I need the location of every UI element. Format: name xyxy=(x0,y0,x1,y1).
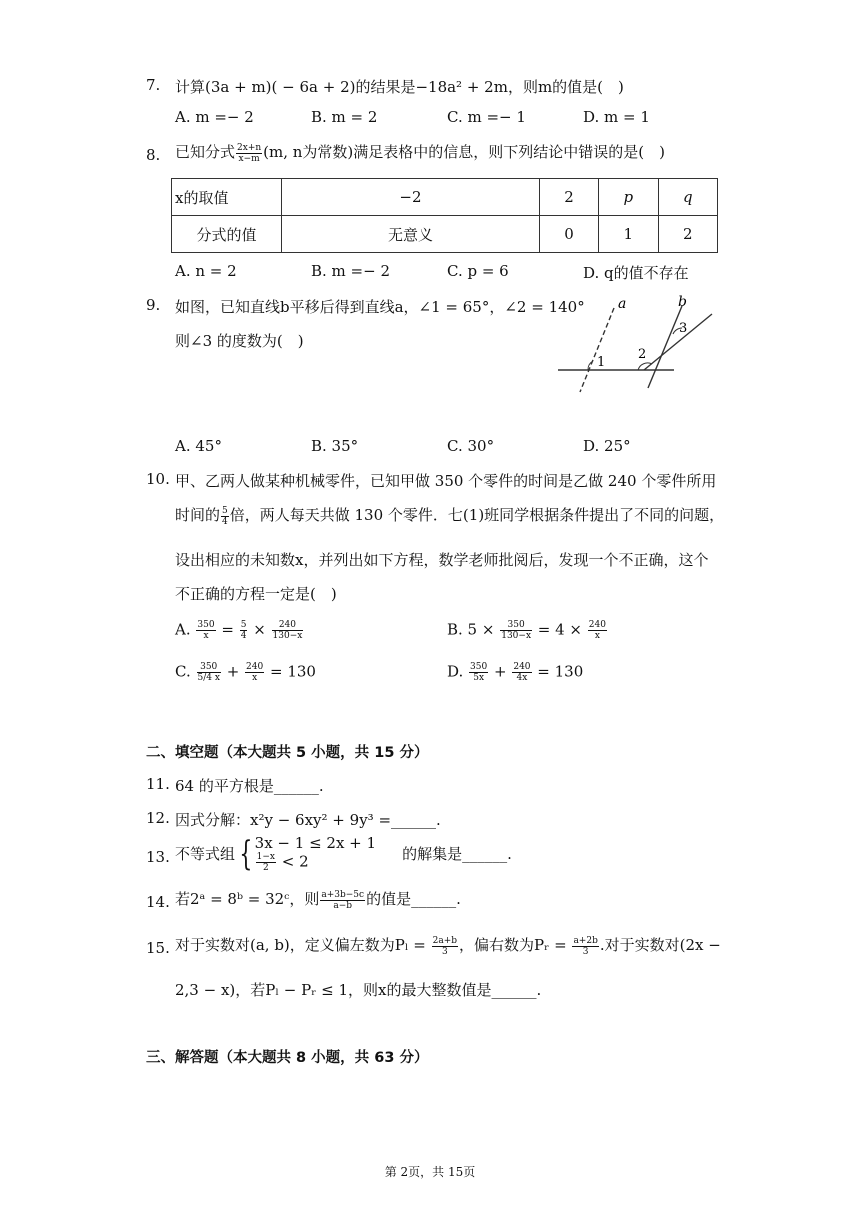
table-cell: p xyxy=(599,179,658,216)
q9-number: 9. xyxy=(146,296,161,314)
q9-line1: 如图，已知直线b平移后得到直线a，∠1 = 65°，∠2 = 140° xyxy=(175,298,585,316)
q7-option-a: A. m =− 2 xyxy=(175,108,254,126)
table-cell: 2 xyxy=(539,179,598,216)
q9-option-b: B. 35° xyxy=(311,437,359,455)
q7-option-c: C. m =− 1 xyxy=(447,108,526,126)
transversal-line xyxy=(644,314,712,370)
table-row xyxy=(172,179,718,216)
q7-option-b: B. m = 2 xyxy=(311,108,378,126)
label-angle-1: 1 xyxy=(597,355,606,370)
q14-fraction: $\frac{a+3b-5c}{a-b}$ xyxy=(321,889,365,911)
line-b xyxy=(648,306,682,388)
section-3-heading: 三、解答题（本大题共 8 小题，共 63 分） xyxy=(146,1050,429,1066)
q9-option-d: D. 25° xyxy=(583,437,631,455)
q8-option-b: B. m =− 2 xyxy=(311,262,390,280)
table-cell: 1 xyxy=(599,216,658,253)
q8-stem-post: (m, n为常数)满足表格中的信息，则下列结论中错误的是( ) xyxy=(263,143,665,161)
q9-option-c: C. 30° xyxy=(447,437,495,455)
q7-option-d: D. m = 1 xyxy=(583,108,650,126)
q15-line2: 2,3 − x)，若Pₗ − Pᵣ ≤ 1，则x的最大整数值是______. xyxy=(175,981,542,999)
table-cell: 0 xyxy=(539,216,598,253)
section-2-heading: 二、填空题（本大题共 5 小题，共 15 分） xyxy=(146,745,429,761)
q8-table xyxy=(171,178,718,253)
q10-line2: 时间的 $\frac{5}{4}$ 倍，两人每天共做 130 个零件．七(1)班同学根据条件提出了不同的问题， xyxy=(175,505,725,527)
q11-stem: 64 的平方根是______. xyxy=(175,777,324,795)
q7-number: 7. xyxy=(146,76,161,94)
page-footer: 第 2页，共 15页 xyxy=(384,1165,476,1179)
q9-figure xyxy=(552,292,722,402)
q10-fraction: $\frac{5}{4}$ xyxy=(222,505,228,527)
table-cell: 分式的值 xyxy=(172,216,282,253)
q10-line1: 甲、乙两人做某种机械零件，已知甲做 350 个零件的时间是乙做 240 个零件所用 xyxy=(175,472,717,490)
q10-number: 10. xyxy=(146,470,170,488)
q8-stem-pre: 已知分式 xyxy=(175,143,236,161)
table-cell: x的取值 xyxy=(172,179,282,216)
table-cell: 无意义 xyxy=(282,216,540,253)
q10-option-c: C. $\frac{350}{5/4 x}$ + $\frac{240}{x}$ = 130 xyxy=(175,662,316,683)
label-angle-3: 3 xyxy=(679,321,688,336)
q9-option-a: A. 45° xyxy=(175,437,222,455)
q11-number: 11. xyxy=(146,775,170,793)
q10-option-d: D. $\frac{350}{5x}$ + $\frac{240}{4x}$ = 130 xyxy=(447,662,584,683)
q14-number: 14. xyxy=(146,893,170,911)
q13-number: 13. xyxy=(146,848,170,866)
q9-line2: 则∠3 的度数为( ) xyxy=(175,332,304,350)
q8-fraction: $\frac{2x+n}{x-m}$ xyxy=(237,142,262,164)
q8-option-a: A. n = 2 xyxy=(175,262,237,280)
q14-stem: 若2ᵃ = 8ᵇ = 32ᶜ，则 $\frac{a+3b-5c}{a-b}$ 的值是______. xyxy=(175,889,461,911)
q8-stem xyxy=(175,141,665,164)
q12-stem: 因式分解：x²y − 6xy² + 9y³ =______. xyxy=(175,811,441,829)
q8-option-d: D. q的值不存在 xyxy=(583,264,689,282)
label-b: b xyxy=(678,294,687,310)
q10-line3: 设出相应的未知数x，并列出如下方程，数学老师批阅后，发现一个不正确，这个 xyxy=(175,551,709,569)
q7-stem: 计算(3a + m)( − 6a + 2)的结果是−18a² + 2m，则m的值是( ) xyxy=(175,78,624,96)
table-row xyxy=(172,216,718,253)
inequality-system: 3x − 1 ≤ 2x + 1 $\frac{1-x}{2}$ < 2 xyxy=(254,834,377,873)
left-brace-icon: { xyxy=(239,833,253,874)
q12-number: 12. xyxy=(146,809,170,827)
q10-option-b: B. 5 × $\frac{350}{130-x}$ = 4 × $\frac{240}{x}$ xyxy=(447,620,606,641)
q8-option-c: C. p = 6 xyxy=(447,262,509,280)
table-cell: q xyxy=(658,179,717,216)
q13-stem: 不等式组 { 3x − 1 ≤ 2x + 1 $\frac{1-x}{2}$ < 2 的解集是______. xyxy=(175,833,512,874)
line-a xyxy=(580,308,614,392)
table-cell: −2 xyxy=(282,179,540,216)
table-cell: 2 xyxy=(658,216,717,253)
label-a: a xyxy=(618,296,627,312)
label-angle-2: 2 xyxy=(638,347,647,362)
q15-number: 15. xyxy=(146,939,170,957)
q10-option-a: A. $\frac{350}{x}$ = $\frac{5}{4}$ × $\frac{240}{130-x}$ xyxy=(175,620,303,641)
q8-number: 8. xyxy=(146,146,161,164)
q15-line1: 对于实数对(a, b)，定义偏左数为Pₗ = $\frac{2a+b}{3}$ ，偏右数为Pᵣ = $\frac{a+2b}{3}$ .对于实数对(2x − xyxy=(175,935,721,957)
q10-line4: 不正确的方程一定是( ) xyxy=(175,585,337,603)
